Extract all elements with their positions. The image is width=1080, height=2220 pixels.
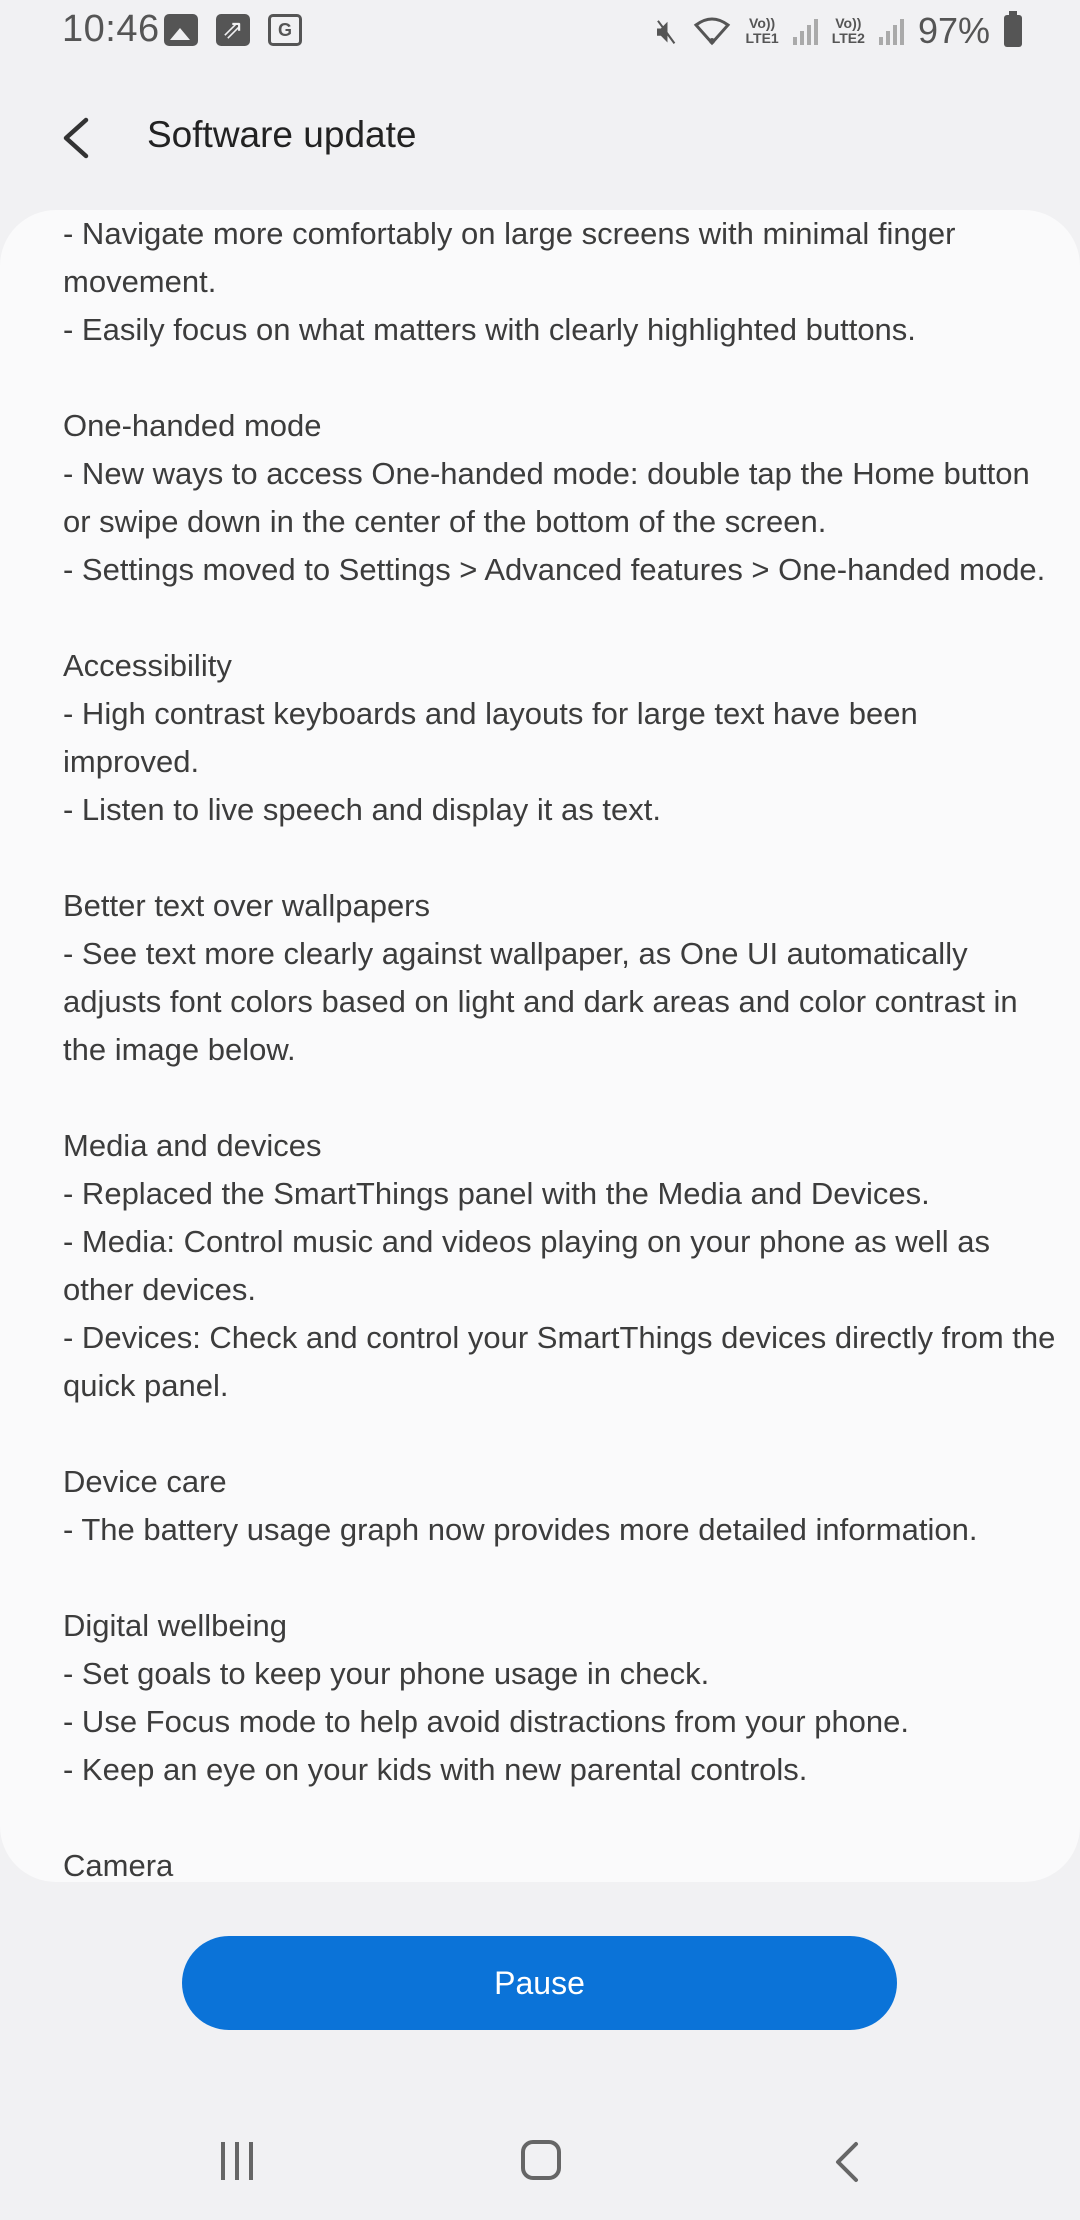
page-title: Software update — [147, 114, 417, 155]
status-bar — [0, 0, 1080, 64]
release-note-line: - Listen to live speech and display it as text. — [63, 792, 661, 827]
release-note-line: other devices. — [63, 1272, 256, 1307]
mute-icon: 🔇︎ — [656, 11, 678, 50]
release-note-line: - See text more clearly against wallpaper, as One UI automatically — [63, 936, 968, 971]
release-note-line: - Media: Control music and videos playing on your phone as well as — [63, 1224, 991, 1259]
recents-icon-bar — [221, 2142, 225, 2180]
release-note-heading: Better text over wallpapers — [63, 888, 431, 923]
release-note-heading: Media and devices — [63, 1128, 322, 1163]
app-header — [0, 90, 1080, 186]
release-note-line: movement. — [63, 264, 217, 299]
sim2-lte-label: LTE2 — [831, 30, 865, 46]
sim2-volte-indicator — [832, 16, 865, 46]
notification-icons — [164, 14, 302, 46]
recents-button[interactable] — [221, 2142, 261, 2182]
nav-back-button[interactable] — [828, 2138, 868, 2186]
release-note-heading: Camera — [63, 1848, 174, 1882]
recents-icon-bar — [235, 2142, 239, 2180]
release-note-line: - Devices: Check and control your SmartThings devices directly from the — [63, 1320, 1056, 1355]
release-note-line: the image below. — [63, 1032, 296, 1067]
chevron-left-icon — [48, 108, 108, 168]
status-time: 10:46 — [62, 8, 160, 50]
sim2-signal-icon — [879, 17, 904, 45]
release-note-line: - New ways to access One-handed mode: double tap the Home button — [63, 456, 1030, 491]
navigation-bar — [0, 2110, 1080, 2220]
paragraph-gap — [63, 1794, 1023, 1842]
recents-icon-bar — [249, 2142, 253, 2180]
release-note-line: - Replaced the SmartThings panel with the Media and Devices. — [63, 1176, 930, 1211]
sim1-signal-icon — [793, 17, 818, 45]
sim1-lte-label: LTE1 — [745, 30, 779, 46]
share-icon — [216, 14, 250, 46]
paragraph-gap — [63, 1410, 1023, 1458]
sim1-volte-label: Vo)) — [749, 15, 776, 31]
release-note-heading: Accessibility — [63, 648, 232, 683]
paragraph-gap — [63, 1074, 1023, 1122]
release-note-heading: Digital wellbeing — [63, 1608, 288, 1643]
paragraph-gap — [63, 834, 1023, 882]
release-note-line: - High contrast keyboards and layouts for large text have been — [63, 696, 918, 731]
release-note-line: or swipe down in the center of the bottom of the screen. — [63, 504, 827, 539]
battery-icon — [1004, 15, 1022, 47]
release-note-line: adjusts font colors based on light and dark areas and color contrast in — [63, 984, 1018, 1019]
release-note-heading: One-handed mode — [63, 408, 322, 443]
sim1-volte-indicator — [746, 16, 779, 46]
release-note-line: - The battery usage graph now provides more detailed information. — [63, 1512, 978, 1547]
system-status-icons — [656, 10, 1022, 52]
release-note-line: - Easily focus on what matters with clearly highlighted buttons. — [63, 312, 916, 347]
battery-percentage: 97% — [917, 10, 990, 51]
release-note-heading: Device care — [63, 1464, 227, 1499]
nav-back-icon — [828, 2138, 868, 2186]
release-note-line: - Use Focus mode to help avoid distractions from your phone. — [63, 1704, 910, 1739]
paragraph-gap — [63, 1554, 1023, 1602]
translate-icon: G — [268, 14, 302, 46]
release-note-line: - Navigate more comfortably on large screens with minimal finger — [63, 216, 956, 251]
gallery-icon — [164, 14, 198, 46]
home-button[interactable] — [521, 2140, 561, 2180]
paragraph-gap — [63, 594, 1023, 642]
wifi-icon — [692, 15, 732, 47]
back-button[interactable] — [48, 108, 108, 168]
release-note-line: - Set goals to keep your phone usage in check. — [63, 1656, 710, 1691]
release-note-line: improved. — [63, 744, 200, 779]
release-note-line: - Settings moved to Settings > Advanced features > One-handed mode. — [63, 552, 1046, 587]
release-notes-text — [63, 210, 1056, 1882]
sim2-volte-label: Vo)) — [835, 15, 862, 31]
release-note-line: quick panel. — [63, 1368, 229, 1403]
release-note-line: - Keep an eye on your kids with new parental controls. — [63, 1752, 808, 1787]
release-notes-card[interactable] — [0, 210, 1080, 1882]
pause-button[interactable]: Pause — [182, 1936, 897, 2030]
paragraph-gap — [63, 354, 1023, 402]
